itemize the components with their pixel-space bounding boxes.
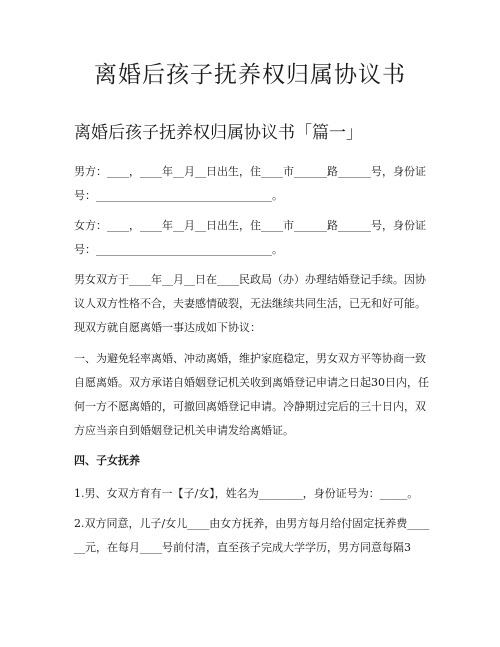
document-title: 离婚后孩子抚养权归属协议书 <box>94 62 406 88</box>
item-custody-support: 2.双方同意，儿子/女儿____由女方抚养，由男方每月给付固定抚养费______元，在每月____号前付清，直至孩子完成大学学历，男方同意每隔3 <box>74 517 430 554</box>
section-heading-child-custody: 四、子女抚养 <box>74 454 140 467</box>
paragraph-clause-one: 一、为避免轻率离婚、冲动离婚，维护家庭稳定，男女双方平等协商一致自愿离婚。双方承诺自婚姻登记机关收到离婚登记申请之日起30日内，任何一方不愿离婚的，可撤回离婚登记申请。冷静期过完后的三十日内，双方应当亲自到婚姻登记机关申请发给离婚证。 <box>74 352 429 437</box>
paragraph-marriage-info: 男女双方于____年__月__日在____民政局（办）办理结婚登记手续。因协议人双方性格不合，夫妻感情破裂，无法继续共同生活，已无和好可能。现双方就自愿离婚一事达成如下协议： <box>74 273 426 334</box>
item-child-info: 1.男、女双方育有一【子/女】，姓名为________，身份证号为：_____。 <box>74 487 419 500</box>
paragraph-wife-info: 女方：____，____年__月__日出生，住____市______路______号，身份证号：________________________________。 <box>74 219 426 256</box>
paragraph-husband-info: 男方：____，____年__月__日出生，住____市______路______号，身份证号：________________________________。 <box>74 165 426 202</box>
document-subtitle: 离婚后孩子抚养权归属协议书「篇一」 <box>74 123 363 143</box>
